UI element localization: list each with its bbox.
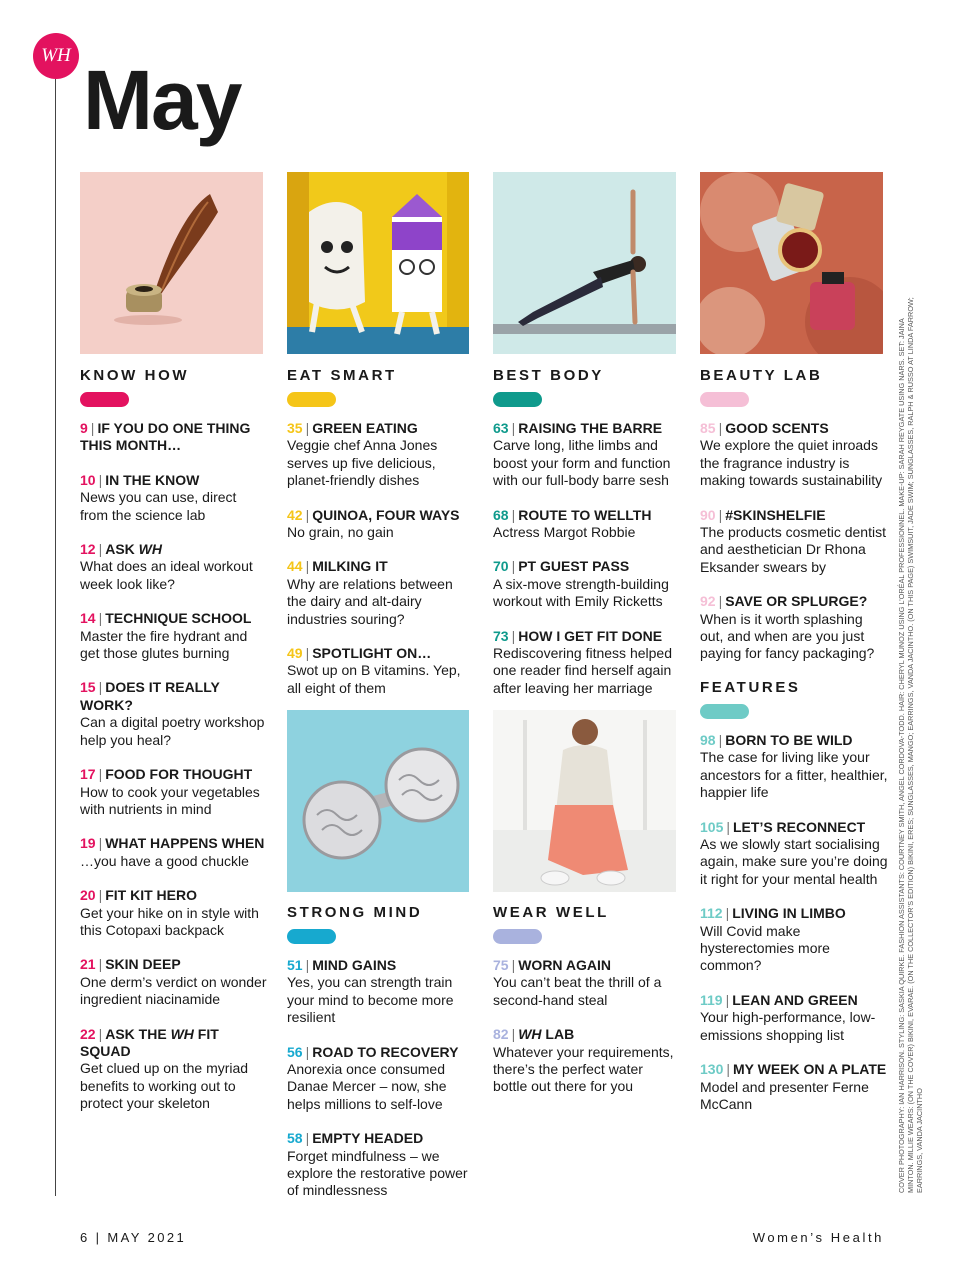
page-number: 51 <box>287 957 303 973</box>
toc-item-description: When is it worth splashing out, and when are you just paying for fancy packaging? <box>700 610 875 662</box>
toc-item-title-line <box>700 732 888 749</box>
toc-item-title-line <box>80 472 268 489</box>
toc-item-title: LEAN AND GREEN <box>732 991 858 1008</box>
toc-item-title: EMPTY HEADED <box>312 1130 424 1147</box>
separator: | <box>98 956 103 973</box>
toc-item[interactable] <box>493 507 681 542</box>
separator: | <box>98 541 103 558</box>
toc-item-title: MIND GAINS <box>312 957 397 973</box>
section-heading: KNOW HOW <box>80 367 190 384</box>
toc-item-title-line <box>493 507 681 524</box>
toc-list <box>700 732 888 1113</box>
toc-item-title-line <box>700 819 888 836</box>
toc-item-title-line <box>493 1026 681 1043</box>
page-number: 42 <box>287 506 303 523</box>
toc-item[interactable] <box>287 957 475 1027</box>
page-number: 75 <box>493 957 509 973</box>
section-accent-pill <box>700 704 749 719</box>
toc-item-title: SKIN DEEP <box>105 956 181 973</box>
page-number: 9 <box>80 420 88 436</box>
toc-item-title: SAVE OR SPLURGE? <box>725 593 868 610</box>
toc-list <box>287 420 475 697</box>
vertical-rule <box>55 79 56 1196</box>
page-number: 56 <box>287 1043 303 1060</box>
toc-item[interactable] <box>700 905 888 975</box>
separator: | <box>305 1130 310 1147</box>
page-number: 70 <box>493 558 509 575</box>
toc-item[interactable] <box>700 420 888 490</box>
toc-item-description: As we slowly start socialising again, make sure you’re doing it right for your mental health <box>700 836 888 887</box>
toc-item-description: …you have a good chuckle <box>80 852 249 869</box>
separator: | <box>726 1061 730 1078</box>
page-number: 15 <box>80 679 96 696</box>
separator: | <box>98 835 103 852</box>
toc-item-title: LIVING IN LIMBO <box>732 905 846 922</box>
page-number: 10 <box>80 471 96 488</box>
page-number: 82 <box>493 1026 509 1043</box>
toc-item-title: DOES IT REALLY WORK? <box>80 679 220 713</box>
toc-item-title: WHAT HAPPENS WHEN <box>105 835 265 852</box>
section-accent-pill <box>80 392 129 407</box>
toc-item[interactable] <box>700 819 888 889</box>
toc-item-title-line <box>700 507 888 524</box>
perfume-bottles-image <box>700 172 883 354</box>
page-number: 58 <box>287 1130 303 1147</box>
toc-item[interactable] <box>80 541 268 593</box>
toc-item[interactable] <box>700 507 888 577</box>
toc-item-description: Get clued up on the myriad benefits to working out to protect your skeleton <box>80 1060 249 1112</box>
toc-item-title: MILKING IT <box>312 558 388 575</box>
separator: | <box>511 558 516 575</box>
page-number: 44 <box>287 558 303 575</box>
separator: | <box>725 991 730 1008</box>
toc-item[interactable] <box>700 732 888 802</box>
toc-item-title: MY WEEK ON A PLATE <box>733 1061 887 1078</box>
toc-item-title: RAISING THE BARRE <box>518 420 663 436</box>
toc-item-title: HOW I GET FIT DONE <box>518 627 663 644</box>
page-number: 21 <box>80 956 96 973</box>
toc-item[interactable] <box>493 558 681 610</box>
separator: | <box>305 1043 310 1060</box>
quill-pen-image <box>80 172 263 354</box>
separator: | <box>718 593 723 610</box>
toc-item[interactable] <box>700 1061 888 1113</box>
separator: | <box>718 506 723 523</box>
page-number: 22 <box>80 1025 96 1042</box>
toc-item-title: GREEN EATING <box>312 420 418 436</box>
section-heading: STRONG MIND <box>287 904 423 921</box>
section-heading: BEAUTY LAB <box>700 367 823 384</box>
toc-item-description: One derm’s verdict on wonder ingredient niacinamide <box>80 973 267 1008</box>
section-beauty-lab <box>700 367 888 680</box>
separator: | <box>718 420 723 436</box>
toc-item-description: Yes, you can strength train your mind to become more resilient <box>287 974 454 1026</box>
fashion-model-image <box>493 710 676 892</box>
toc-item[interactable] <box>80 472 268 524</box>
toc-item[interactable] <box>287 645 475 697</box>
section-heading: BEST BODY <box>493 367 604 384</box>
separator: | <box>98 1025 103 1042</box>
separator: | <box>98 766 103 783</box>
page-number: 63 <box>493 420 509 436</box>
separator: | <box>511 627 516 644</box>
page-number: 85 <box>700 420 716 436</box>
toc-item-description: Why are relations between the dairy and alt-dairy industries souring? <box>287 575 453 627</box>
separator: | <box>98 887 103 904</box>
page-number: 98 <box>700 732 716 748</box>
toc-list <box>493 957 681 1096</box>
toc-item-title-line <box>80 956 268 973</box>
page-number: 19 <box>80 835 96 852</box>
toc-list <box>80 420 268 1113</box>
toc-item-description: We explore the quiet inroads the fragrance industry is making towards sustainability <box>700 437 883 489</box>
toc-item-title: FOOD FOR THOUGHT <box>105 766 253 783</box>
photo-credits: COVER PHOTOGRAPHY: IAN HARRISON. STYLING: SASKIA QUIRKE. FASHION ASSISTANTS: COURTNEY SMITH, ANGEL CORDOVA-TODD. HAIR: CHERYL MUNOZ USING L’ORÉAL PROFESSIONNEL. MAKE-UP: SARAH REYGATE USING NARS. SET: JAINA MINTON. MILLIE WEARS: (ON THE COVER) BIKINI, EVARAE. (ON THE COLLECTOR’S EDITION) BIKINI, ERES; SUNGLASSES, MANGO; EARRINGS, VANDA JACINTHO. (ON THIS PAGE) SWIMSUIT, JADE SWIM; SUNGLASSES, RALPH & RUSSO AT LINDA FARROW; EARRINGS, VANDA JACINTHO <box>897 297 924 1193</box>
toc-item[interactable] <box>287 558 475 628</box>
page-number: 92 <box>700 593 716 610</box>
page-number: 68 <box>493 506 509 523</box>
toc-item-title-line <box>700 1061 888 1078</box>
toc-item-title: ASK THE WH FIT SQUAD <box>80 1025 219 1059</box>
toc-item-description: How to cook your vegetables with nutrients in mind <box>80 783 260 817</box>
toc-item-title-line <box>493 957 681 974</box>
toc-item-title-line <box>493 558 681 575</box>
page-number: 12 <box>80 541 96 558</box>
toc-item-description: Veggie chef Anna Jones serves up five delicious, planet-friendly dishes <box>287 437 438 489</box>
separator: | <box>305 957 310 973</box>
section-best-body <box>493 367 681 714</box>
separator: | <box>511 1026 516 1043</box>
toc-item-title: FIT KIT HERO <box>105 887 197 904</box>
toc-item-title-line <box>700 905 888 922</box>
section-accent-pill <box>287 392 336 407</box>
section-accent-pill <box>287 929 336 944</box>
toc-item[interactable] <box>493 1026 681 1096</box>
yoga-plank-image <box>493 172 676 354</box>
toc-item-title: LET’S RECONNECT <box>733 818 866 835</box>
toc-item-title-line <box>80 1026 268 1061</box>
toc-item-title: WH LAB <box>518 1026 575 1043</box>
toc-item[interactable] <box>80 887 268 939</box>
toc-item-title: ASK WH <box>105 541 162 558</box>
toc-item[interactable] <box>80 679 268 749</box>
section-features <box>700 679 888 1130</box>
toc-item-title-line <box>287 957 475 974</box>
toc-item-description: No grain, no gain <box>287 524 394 541</box>
toc-item-description: Carve long, lithe limbs and boost your form and function with our full-body barre sesh <box>493 437 671 489</box>
toc-item-title: IF YOU DO ONE THING THIS MONTH… <box>80 420 251 454</box>
toc-list <box>700 420 888 663</box>
toc-item-title-line <box>80 679 268 714</box>
toc-item-description: Model and presenter Ferne McCann <box>700 1078 869 1112</box>
toc-item[interactable] <box>493 420 681 490</box>
toc-item[interactable] <box>287 507 475 542</box>
toc-item-title-line <box>493 420 681 437</box>
toc-item-title: PT GUEST PASS <box>518 558 630 575</box>
section-eat-smart <box>287 367 475 714</box>
toc-item-title-line <box>287 1044 475 1061</box>
section-know-how <box>80 367 268 1130</box>
toc-item-description: Rediscovering fitness helped one reader find herself again after leaving her marriage <box>493 645 672 696</box>
toc-item-description: Swot up on B vitamins. Yep, all eight of them <box>287 662 461 696</box>
toc-item-title-line <box>287 420 475 437</box>
section-heading: FEATURES <box>700 679 801 696</box>
toc-item-title: QUINOA, FOUR WAYS <box>312 506 460 523</box>
toc-item-title: IN THE KNOW <box>105 471 200 488</box>
page-title: May <box>83 53 241 147</box>
page-number: 73 <box>493 627 509 644</box>
toc-list <box>493 420 681 697</box>
separator: | <box>725 905 730 922</box>
page-number: 130 <box>700 1061 724 1078</box>
footer-page-date: 6 | MAY 2021 <box>80 1230 187 1245</box>
toc-item[interactable] <box>80 766 268 818</box>
separator: | <box>511 957 516 973</box>
toc-item-description: Master the fire hydrant and get those glutes burning <box>80 627 248 662</box>
section-accent-pill <box>493 392 542 407</box>
page-number: 119 <box>700 991 723 1008</box>
toc-item-description: Get your hike on in style with this Cotopaxi backpack <box>80 904 259 938</box>
toc-item-title: #SKINSHELFIE <box>725 506 826 523</box>
separator: | <box>305 558 310 575</box>
toc-item-description: What does an ideal workout week look like? <box>80 558 253 592</box>
section-accent-pill <box>493 929 542 944</box>
separator: | <box>726 818 730 835</box>
toc-item[interactable] <box>493 628 681 698</box>
toc-item-title: GOOD SCENTS <box>725 420 829 436</box>
toc-item-title: WORN AGAIN <box>518 957 612 973</box>
toc-item-title-line <box>287 558 475 575</box>
toc-item-title-line <box>287 507 475 524</box>
toc-item-title-line <box>287 645 475 662</box>
toc-item[interactable] <box>80 1026 268 1113</box>
toc-item-description: Forget mindfulness – we explore the restorative power of mindlessness <box>287 1147 468 1199</box>
page-number: 17 <box>80 766 96 783</box>
separator: | <box>90 420 95 436</box>
separator: | <box>718 732 723 748</box>
toc-item-title-line <box>80 835 268 852</box>
toc-item-title-line <box>80 766 268 783</box>
toc-item[interactable] <box>80 610 268 662</box>
toc-item-title-line <box>287 1130 475 1147</box>
section-heading: EAT SMART <box>287 367 397 384</box>
toc-item[interactable] <box>700 593 888 663</box>
separator: | <box>98 471 103 488</box>
toc-item-description: Whatever your requirements, there’s the perfect water bottle out there for you <box>493 1043 674 1095</box>
toc-item-title-line <box>80 541 268 558</box>
separator: | <box>511 420 516 436</box>
toc-item-title: BORN TO BE WILD <box>725 732 853 748</box>
brain-dumbbell-image <box>287 710 469 892</box>
toc-item-title: SPOTLIGHT ON… <box>312 645 432 662</box>
page-number: 105 <box>700 818 724 835</box>
toc-item-description: News you can use, direct from the science lab <box>80 489 237 523</box>
toc-item[interactable] <box>80 420 268 455</box>
page-number: 49 <box>287 645 303 662</box>
toc-item[interactable] <box>493 957 681 1009</box>
toc-item-description: The products cosmetic dentist and aesthetician Dr Rhona Eksander swears by <box>700 524 886 575</box>
toc-item[interactable] <box>700 992 888 1044</box>
toc-item[interactable] <box>80 956 268 1008</box>
separator: | <box>305 645 310 662</box>
toc-item-description: Your high-performance, low-emissions shopping list <box>700 1009 876 1043</box>
separator: | <box>305 420 310 436</box>
separator: | <box>98 679 103 696</box>
toc-item-title: ROAD TO RECOVERY <box>312 1043 459 1060</box>
separator: | <box>98 610 103 627</box>
toc-item-title-line <box>700 992 888 1009</box>
toc-item-title-line <box>700 593 888 610</box>
section-accent-pill <box>700 392 749 407</box>
toc-item-description: Anorexia once consumed Danae Mercer – now, she helps millions to self-love <box>287 1061 447 1112</box>
toc-item-title-line <box>80 887 268 904</box>
toc-item-description: You can’t beat the thrill of a second-hand steal <box>493 974 662 1008</box>
wh-logo: WH <box>33 33 79 79</box>
section-strong-mind <box>287 904 475 1217</box>
page-number: 35 <box>287 420 303 436</box>
toc-item-title-line <box>700 420 888 437</box>
section-heading: WEAR WELL <box>493 904 609 921</box>
toc-item[interactable] <box>287 420 475 490</box>
toc-item-title: ROUTE TO WELLTH <box>518 506 652 523</box>
toc-item-description: Can a digital poetry workshop help you heal? <box>80 714 265 748</box>
toc-item[interactable] <box>80 835 268 870</box>
toc-item-description: Actress Margot Robbie <box>493 524 636 541</box>
milk-cartons-image <box>287 172 469 354</box>
footer-magazine-name: Women’s Health <box>752 1230 884 1245</box>
toc-item-description: A six-move strength-building workout with Emily Ricketts <box>493 575 669 610</box>
separator: | <box>305 506 310 523</box>
toc-item-description: The case for living like your ancestors for a fitter, healthier, happier life <box>700 749 888 801</box>
section-wear-well <box>493 904 681 1113</box>
toc-item-description: Will Covid make hysterectomies more common? <box>700 922 830 974</box>
toc-item-title-line <box>80 420 268 455</box>
toc-item[interactable] <box>287 1044 475 1114</box>
separator: | <box>511 506 516 523</box>
toc-item[interactable] <box>287 1130 475 1200</box>
toc-item-title-line <box>80 610 268 627</box>
page-number: 20 <box>80 887 96 904</box>
toc-item-title-line <box>493 628 681 645</box>
toc-item-title: TECHNIQUE SCHOOL <box>105 610 252 627</box>
page-number: 112 <box>700 905 723 922</box>
page-number: 90 <box>700 506 716 523</box>
toc-list <box>287 957 475 1200</box>
page-number: 14 <box>80 610 96 627</box>
